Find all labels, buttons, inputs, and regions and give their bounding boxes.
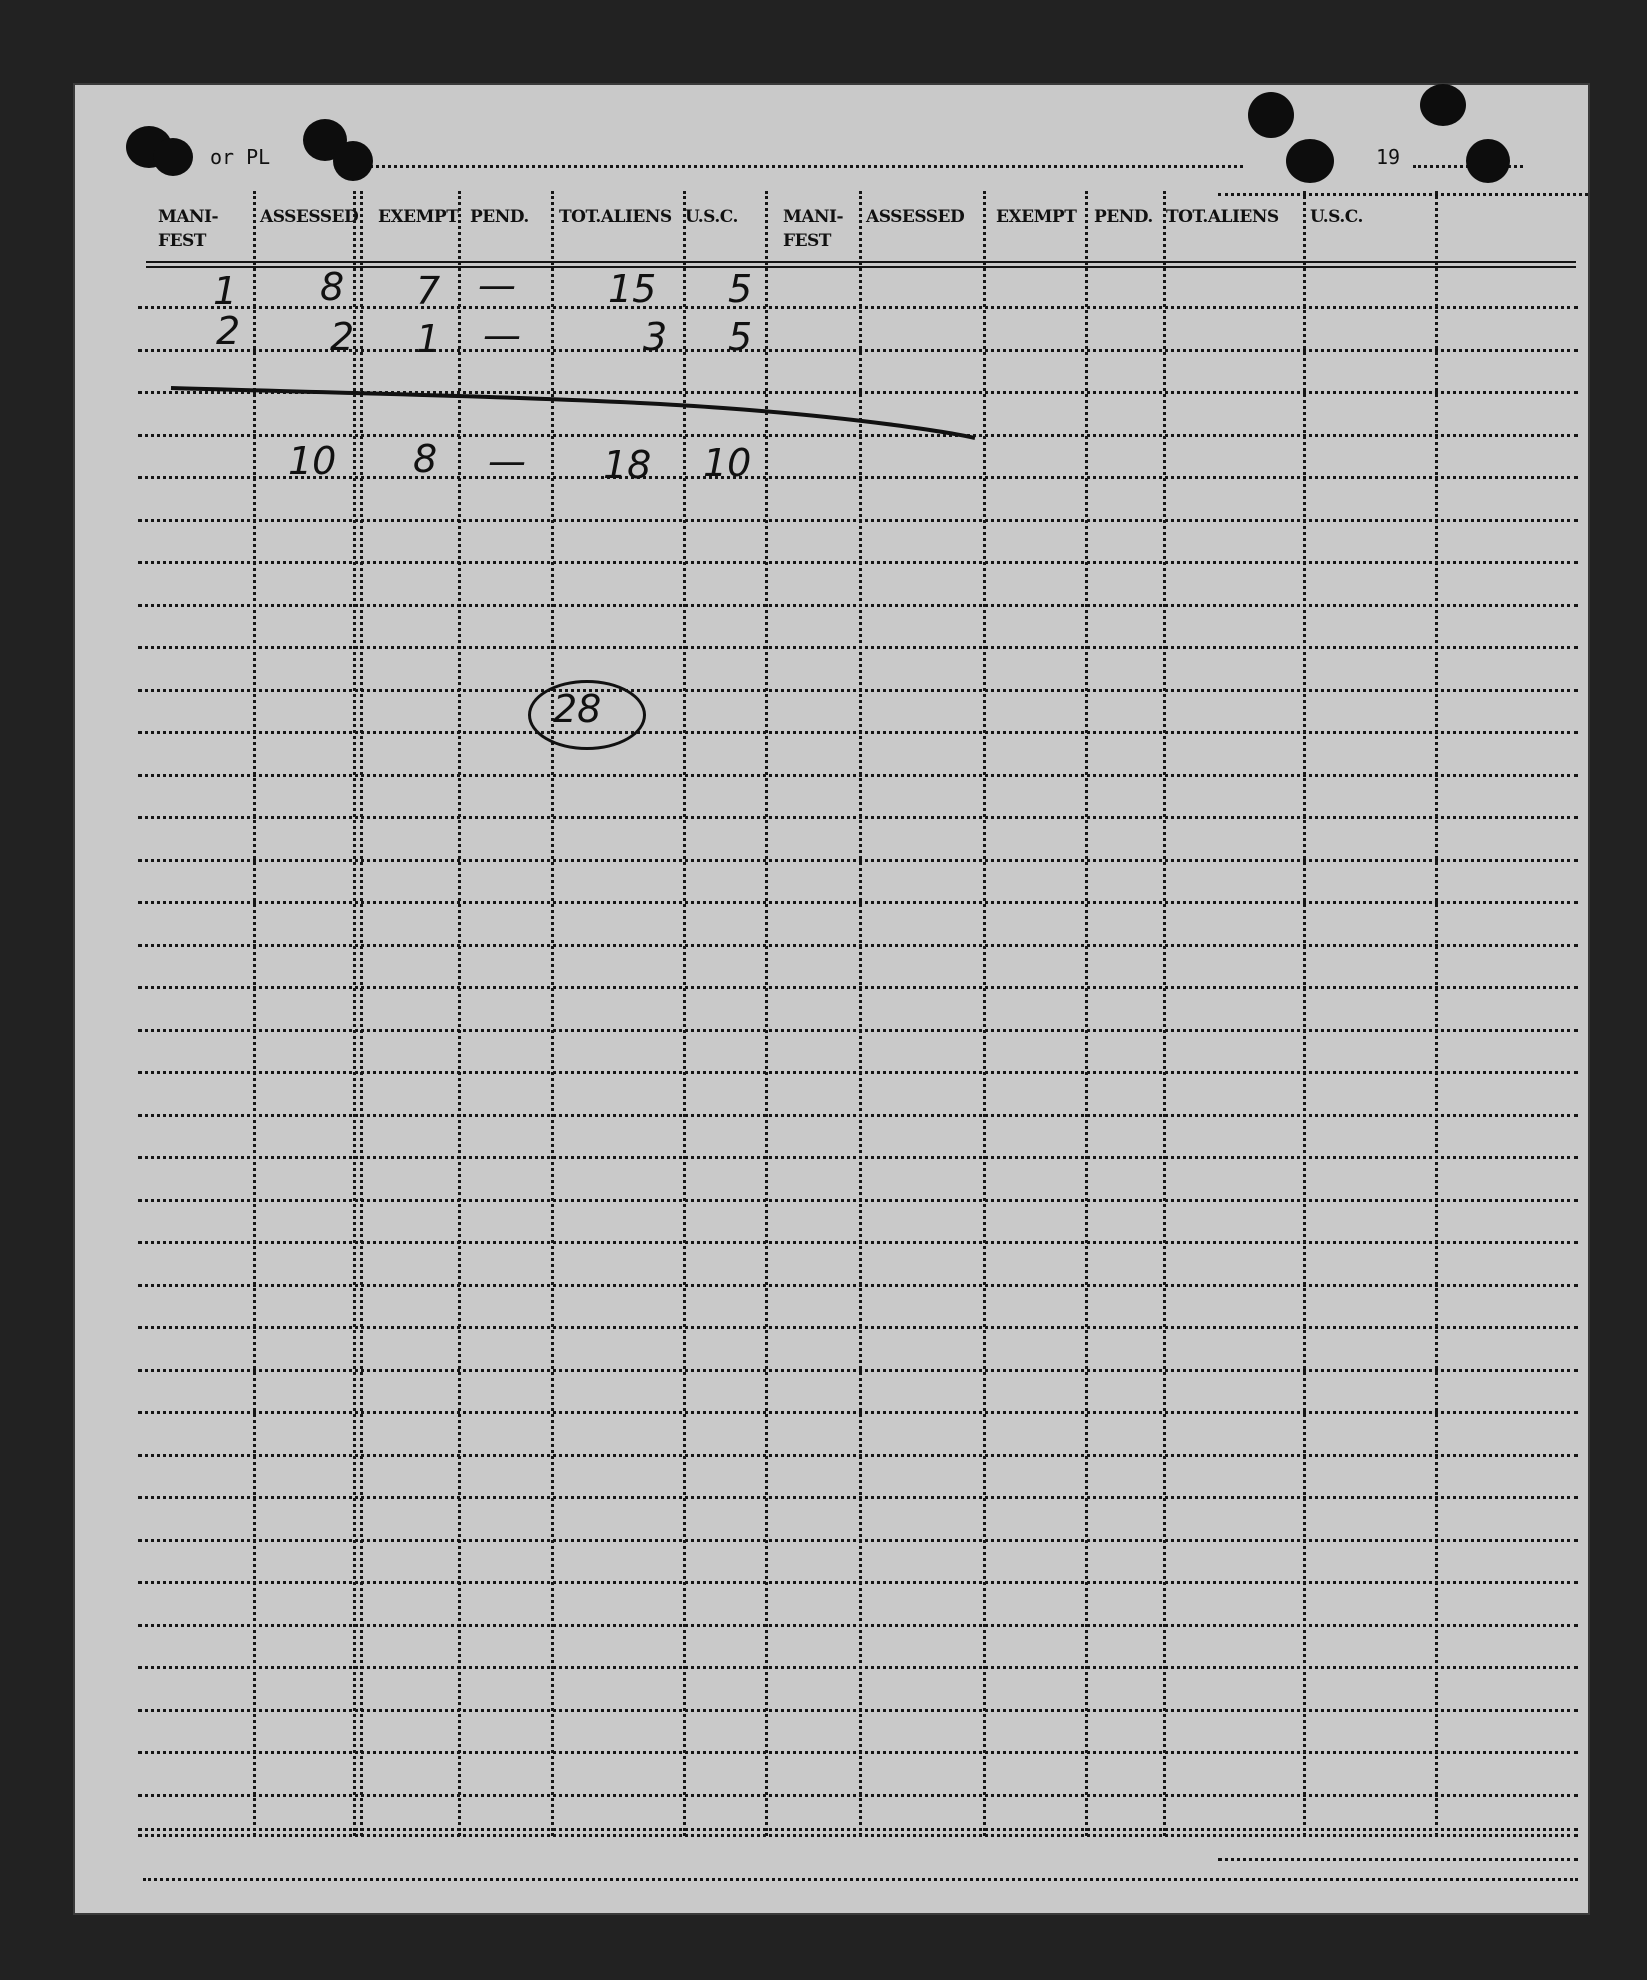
row-line <box>138 561 1578 564</box>
row-line <box>138 944 1578 947</box>
row-line <box>138 1199 1578 1202</box>
entry-2-tot-aliens: 3 <box>643 315 668 359</box>
row-line <box>138 901 1578 904</box>
entry-1-usc: 5 <box>728 267 753 311</box>
entry-1-manifest: 1 <box>213 269 238 313</box>
col-header-assessed-2: ASSESSED <box>866 207 965 227</box>
punch-hole-4 <box>333 141 373 181</box>
row-line <box>138 1071 1578 1074</box>
entry-2-assessed: 2 <box>330 315 355 359</box>
col-divider-8 <box>983 191 986 1836</box>
grand-total: 28 <box>553 687 602 731</box>
col-divider-11 <box>1303 191 1306 1836</box>
form-sheet <box>73 83 1590 1915</box>
col-divider-9 <box>1085 191 1088 1836</box>
row-line <box>138 1241 1578 1244</box>
bottom-rule-3 <box>1218 1858 1578 1861</box>
col-header-pend-2: PEND. <box>1094 207 1153 227</box>
row-line <box>138 1411 1578 1414</box>
total-exempt: 8 <box>413 437 438 481</box>
entry-1-pend: — <box>478 263 516 307</box>
total-tot-aliens: 18 <box>603 443 652 487</box>
total-pend: — <box>488 439 526 483</box>
row-line <box>138 1114 1578 1117</box>
row-line <box>138 1369 1578 1372</box>
col-header-manifest-2: MANI- FEST <box>783 207 844 251</box>
col-header-assessed: ASSESSED <box>260 207 359 227</box>
row-line <box>138 1581 1578 1584</box>
row-line <box>138 1326 1578 1329</box>
row-line <box>138 1284 1578 1287</box>
entry-2-exempt: 1 <box>416 317 441 361</box>
row-line <box>138 1029 1578 1032</box>
col-header-exempt: EXEMPT <box>378 207 459 227</box>
row-line <box>138 731 1578 734</box>
row-line <box>138 1539 1578 1542</box>
row-line <box>138 859 1578 862</box>
bottom-rule-2 <box>138 1834 1578 1837</box>
port-label: or PL <box>210 145 271 169</box>
port-fill-line <box>363 165 1243 168</box>
punch-hole-2 <box>153 138 193 176</box>
entry-2-usc: 5 <box>728 315 753 359</box>
col-header-manifest: MANI- FEST <box>158 207 219 251</box>
entry-2-pend: — <box>483 313 521 357</box>
col-divider-10 <box>1163 191 1166 1836</box>
row-line <box>138 774 1578 777</box>
header-top-right-line <box>1218 193 1588 196</box>
row-line <box>138 1751 1578 1754</box>
entry-1-assessed: 8 <box>320 265 345 309</box>
row-line <box>138 986 1578 989</box>
punch-hole-6 <box>1420 84 1466 126</box>
row-line <box>138 1496 1578 1499</box>
row-line <box>138 1666 1578 1669</box>
sum-underline-stroke <box>163 378 983 448</box>
col-header-usc-2: U.S.C. <box>1310 207 1363 227</box>
bottom-rule-4 <box>143 1878 1578 1881</box>
entry-1-tot-aliens: 15 <box>608 267 657 311</box>
row-line <box>138 1156 1578 1159</box>
row-line <box>138 604 1578 607</box>
total-assessed: 10 <box>288 439 337 483</box>
year-label: 19 <box>1376 145 1401 169</box>
row-line <box>138 1709 1578 1712</box>
col-header-usc: U.S.C. <box>685 207 738 227</box>
row-line <box>138 816 1578 819</box>
entry-2-manifest: 2 <box>216 309 241 353</box>
punch-hole-7 <box>1286 139 1334 183</box>
row-line <box>138 306 1578 309</box>
bottom-rule-1 <box>138 1828 1578 1831</box>
punch-hole-5 <box>1248 92 1294 138</box>
total-usc: 10 <box>703 441 752 485</box>
entry-1-exempt: 7 <box>416 269 441 313</box>
col-header-exempt-2: EXEMPT <box>996 207 1077 227</box>
row-line <box>138 689 1578 692</box>
punch-hole-8 <box>1466 139 1510 183</box>
col-header-tot-aliens-2: TOT.ALIENS <box>1166 207 1279 227</box>
col-divider-12 <box>1435 191 1438 1836</box>
row-line <box>138 1624 1578 1627</box>
row-line <box>138 646 1578 649</box>
col-header-tot-aliens: TOT.ALIENS <box>559 207 672 227</box>
col-header-pend: PEND. <box>470 207 529 227</box>
row-line <box>138 519 1578 522</box>
row-line <box>138 476 1578 479</box>
row-line <box>138 1454 1578 1457</box>
row-line <box>138 1794 1578 1797</box>
